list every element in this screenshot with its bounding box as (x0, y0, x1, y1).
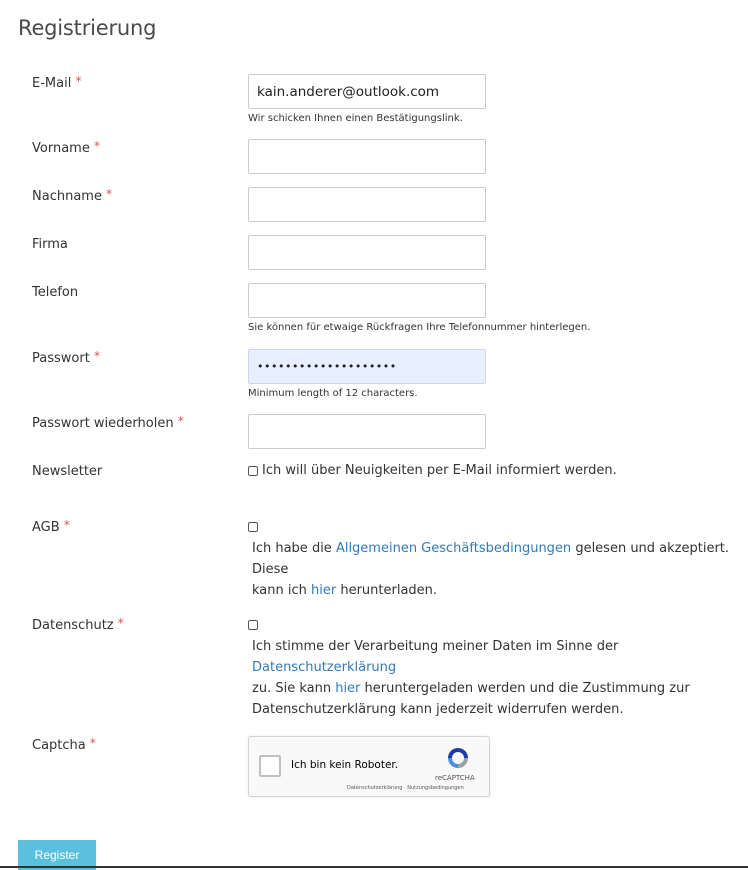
agb-text (252, 538, 732, 601)
email-label-text: E-Mail (32, 76, 72, 91)
page-title: Registrierung (18, 16, 157, 40)
agb-line1-pre: Ich habe die (252, 541, 336, 556)
datenschutz-line-3: Datenschutzerklärung kann jederzeit widerrufen werden. (252, 702, 624, 717)
agb-terms-link[interactable]: Allgemeinen Geschäftsbedingungen (335, 541, 572, 556)
email-label (32, 76, 81, 91)
agb-line2-pre: kann ich (252, 583, 312, 598)
firma-field[interactable] (248, 235, 486, 270)
datenschutz-line-1 (252, 636, 732, 678)
register-button[interactable]: Register (18, 840, 96, 870)
telefon-field[interactable] (248, 283, 486, 318)
agb-line1-post: gelesen und akzeptiert. Diese (252, 541, 730, 577)
agb-label (32, 520, 70, 535)
recaptcha-widget (248, 736, 490, 797)
telefon-label: Telefon (32, 285, 79, 300)
datenschutz-line2-pre: zu. Sie kann (252, 681, 336, 696)
recaptcha-brand: reCAPTCHA (435, 774, 475, 782)
agb-label-text: AGB (32, 520, 60, 535)
password-repeat-field[interactable] (248, 414, 486, 449)
email-field[interactable] (248, 74, 486, 109)
datenschutz-text (252, 636, 732, 720)
required-marker: * (106, 187, 113, 201)
email-value: kain.anderer@outlook.com (257, 83, 440, 100)
recaptcha-links[interactable]: Datenschutzerklärung · Nutzungsbedingungen (347, 785, 464, 791)
recaptcha-checkbox[interactable] (259, 755, 281, 777)
agb-line-1 (252, 538, 732, 580)
required-marker: * (93, 139, 100, 153)
passwort-wdh-label (32, 416, 184, 431)
datenschutz-line-2 (252, 678, 732, 699)
agb-checkbox[interactable] (248, 522, 258, 532)
password-field[interactable] (248, 349, 486, 384)
datenschutz-checkbox[interactable] (248, 620, 258, 630)
required-marker: * (63, 518, 70, 532)
datenschutz-line1-pre: Ich stimme der Verarbeitung meiner Daten im Sinne der (252, 639, 619, 654)
nachname-label-text: Nachname (32, 189, 102, 204)
vorname-label (32, 141, 100, 156)
vorname-field[interactable] (248, 139, 486, 174)
firma-label: Firma (32, 237, 68, 252)
password-masked-value: •••••••••••••••••••• (257, 360, 397, 373)
passwort-label (32, 351, 100, 366)
captcha-label-text: Captcha (32, 738, 86, 753)
nachname-field[interactable] (248, 187, 486, 222)
required-marker: * (117, 616, 124, 630)
newsletter-checkbox[interactable] (248, 466, 258, 476)
agb-download-link[interactable]: hier (311, 583, 337, 598)
required-marker: * (75, 74, 82, 88)
newsletter-label: Newsletter (32, 464, 103, 479)
required-marker: * (89, 736, 96, 750)
agb-line-2 (252, 580, 732, 601)
datenschutz-privacy-link[interactable]: Datenschutzerklärung (252, 660, 397, 675)
email-hint: Wir schicken Ihnen einen Bestätigungslink. (248, 113, 463, 124)
agb-line2-post: herunterladen. (336, 583, 438, 598)
password-hint: Minimum length of 12 characters. (248, 388, 418, 399)
passwort-label-text: Passwort (32, 351, 90, 366)
recaptcha-logo-icon (445, 745, 471, 771)
required-marker: * (177, 414, 184, 428)
captcha-label (32, 738, 96, 753)
recaptcha-text: Ich bin kein Roboter. (291, 759, 399, 771)
newsletter-text: Ich will über Neuigkeiten per E-Mail informiert werden. (262, 463, 617, 478)
telefon-hint: Sie können für etwaige Rückfragen Ihre Telefonnummer hinterlegen. (248, 322, 591, 333)
datenschutz-label-text: Datenschutz (32, 618, 114, 633)
datenschutz-line2-post: heruntergeladen werden und die Zustimmung zur (360, 681, 690, 696)
passwort-wdh-label-text: Passwort wiederholen (32, 416, 174, 431)
vorname-label-text: Vorname (32, 141, 90, 156)
required-marker: * (93, 349, 100, 363)
datenschutz-download-link[interactable]: hier (335, 681, 361, 696)
datenschutz-label (32, 618, 124, 633)
nachname-label (32, 189, 112, 204)
